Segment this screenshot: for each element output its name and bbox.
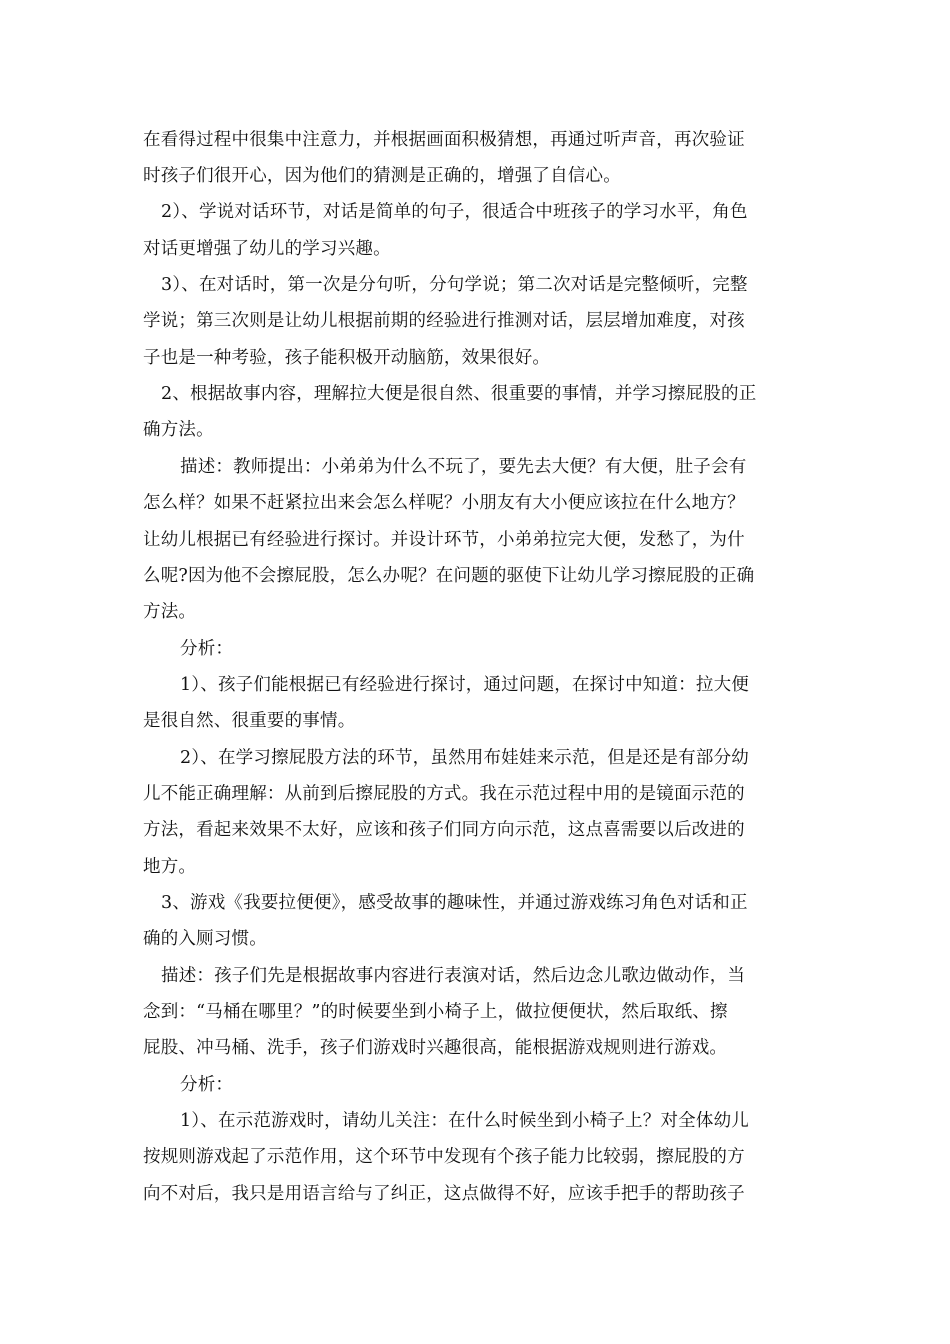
text-line: 是很自然、很重要的事情。 — [143, 711, 356, 731]
text-line: 3、游戏《我要拉便便》，感受故事的趣味性，并通过游戏练习角色对话和正 — [161, 893, 748, 913]
text-line: 屁股、冲马桶、洗手，孩子们游戏时兴趣很高，能根据游戏规则进行游戏。 — [143, 1038, 728, 1058]
text-line: 儿不能正确理解：从前到后擦屁股的方式。我在示范过程中用的是镜面示范的 — [143, 784, 745, 804]
text-line: 方法。 — [143, 602, 197, 622]
text-line: 怎么样？如果不赶紧拉出来会怎么样呢？小朋友有大小便应该拉在什么地方？ — [143, 493, 745, 513]
text-line: 确方法。 — [143, 420, 214, 440]
text-line: 2）、学说对话环节，对话是简单的句子，很适合中班孩子的学习水平，角色 — [161, 202, 748, 222]
text-line: 描述：教师提出：小弟弟为什么不玩了，要先去大便？有大便，肚子会有 — [180, 457, 747, 477]
text-line: 时孩子们很开心，因为他们的猜测是正确的，增强了自信心。 — [143, 166, 621, 186]
text-line: 按规则游戏起了示范作用，这个环节中发现有个孩子能力比较弱，擦屁股的方 — [143, 1147, 745, 1167]
text-line: 2）、在学习擦屁股方法的环节，虽然用布娃娃来示范，但是还是有部分幼 — [180, 748, 749, 768]
text-line: 方法，看起来效果不太好，应该和孩子们同方向示范，这点喜需要以后改进的 — [143, 820, 745, 840]
text-line: 1）、在示范游戏时，请幼儿关注：在什么时候坐到小椅子上？对全体幼儿 — [180, 1111, 749, 1131]
text-line: 向不对后，我只是用语言给与了纠正，这点做得不好，应该手把手的帮助孩子 — [143, 1184, 745, 1204]
text-line: 地方。 — [143, 857, 197, 877]
text-line: 描述：孩子们先是根据故事内容进行表演对话，然后边念儿歌边做动作，当 — [161, 966, 746, 986]
text-line: 1）、孩子们能根据已有经验进行探讨，通过问题，在探讨中知道：拉大便 — [180, 675, 749, 695]
text-line: 在看得过程中很集中注意力，并根据画面积极猜想，再通过听声音，再次验证 — [143, 130, 745, 150]
text-line: 对话更增强了幼儿的学习兴趣。 — [143, 239, 391, 259]
text-line: 么呢?因为他不会擦屁股，怎么办呢？在问题的驱使下让幼儿学习擦屁股的正确 — [143, 566, 755, 586]
text-line: 学说；第三次则是让幼儿根据前期的经验进行推测对话，层层增加难度，对孩 — [143, 311, 745, 331]
text-line: 确的入厕习惯。 — [143, 929, 267, 949]
text-line: 念到：“马桶在哪里？”的时候要坐到小椅子上，做拉便便状，然后取纸、擦 — [143, 1002, 728, 1022]
text-line: 让幼儿根据已有经验进行探讨。并设计环节，小弟弟拉完大便，发愁了，为什 — [143, 530, 745, 550]
text-line: 3）、在对话时，第一次是分句听，分句学说；第二次对话是完整倾听，完整 — [161, 275, 748, 295]
text-line: 子也是一种考验，孩子能积极开动脑筋，效果很好。 — [143, 348, 551, 368]
text-line: 分析： — [180, 639, 234, 659]
text-line: 分析： — [180, 1075, 234, 1095]
text-line: 2、根据故事内容，理解拉大便是很自然、很重要的事情，并学习擦屁股的正 — [161, 384, 757, 404]
